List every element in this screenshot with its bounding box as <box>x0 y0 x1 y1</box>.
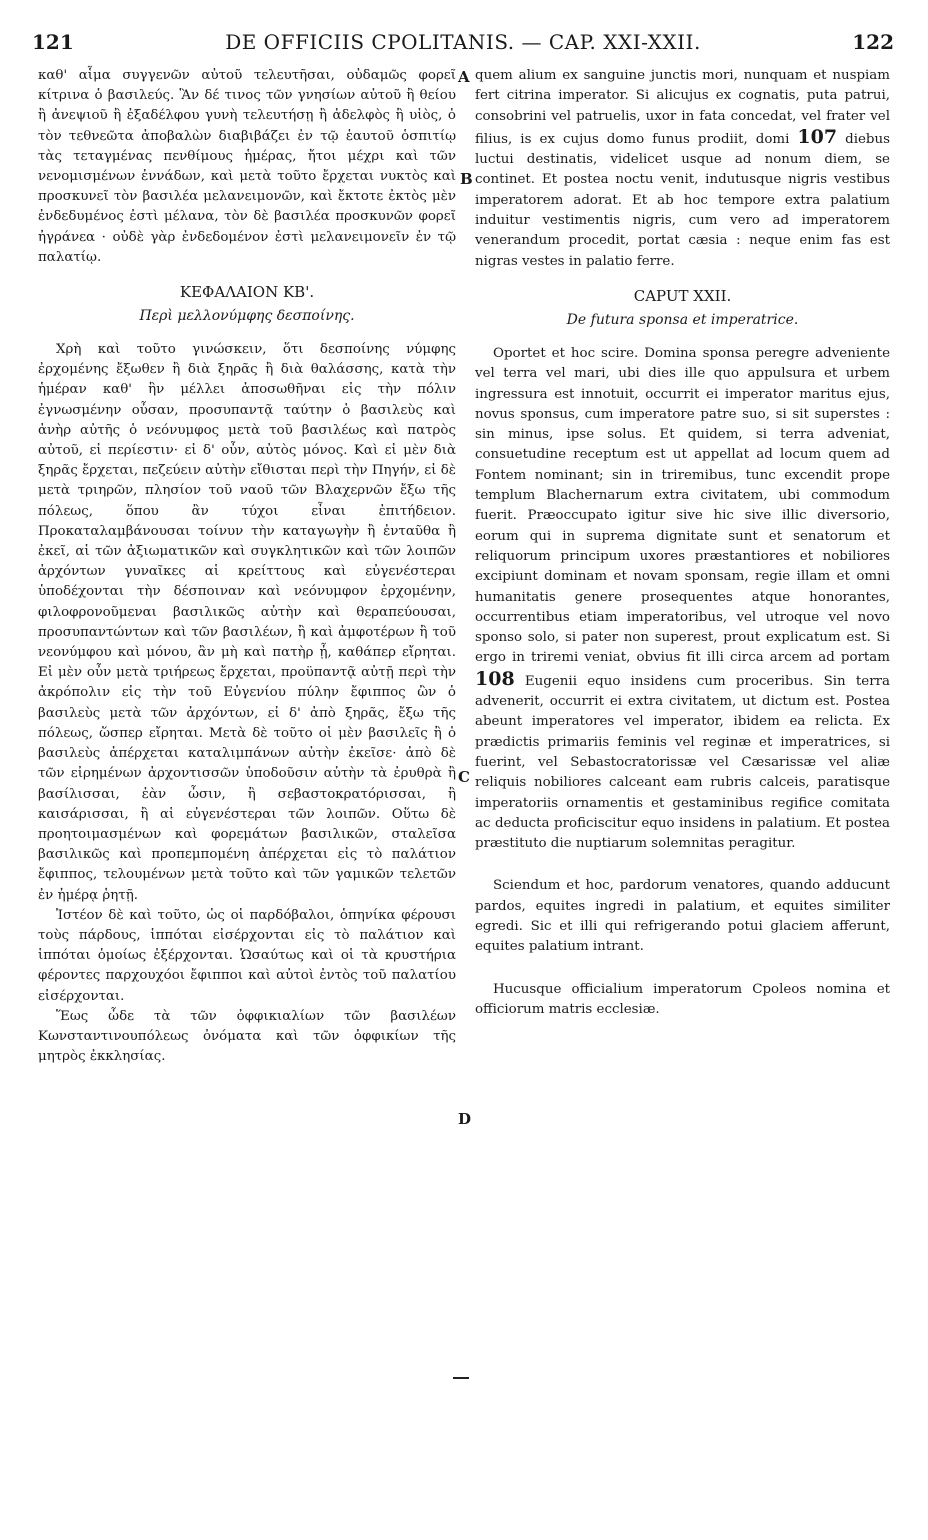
page-number-left: 121 <box>32 30 74 54</box>
latin-paragraph-1-part-a: quem alium ex sanguine junctis mori, nunquam et nuspiam fert citrina imperator. Si alicujus ex cognatis, puta patrui, consobrini vel patruelis, uxor in fata concedat, vel frater vel filius, is ex cujus domo funus prodiit, domi <box>475 68 890 147</box>
latin-paragraph-2 <box>475 344 890 854</box>
margin-letter-d: D <box>458 1110 472 1128</box>
latin-paragraph-2-part-a: Oportet et hoc scire. Domina sponsa peregre adveniente vel terra vel mari, ubi dies ille quo appulsura et urbem ingressura est innotuit, occurrit ei imperator maritus ejus, novus sponsus, cum imperatore patre suo, si sit superstes : sin minus, ipse solus. Et quidem, si terra adveniat, consuetudine receptum est ut appellat ad locum quem ad Fontem nominant; sin in triremibus, tunc excendit prope templum Blachernarum extra civitatem, ubi commodum fuerit. Præoccupato igitur sive hic sive illic diversorio, eorum qui in suprema dignitate sunt et senatorum et reliquorum principum uxores præstantiores et nobiliores excipiunt dominam et novam sponsam, regie illam et omni humanitatis genere prosequentes atque honorantes, occurrentibus etiam imperatoribus, vel utroque vel novo sponso solo, si pater non superest, prout explicatum est. Si ergo in triremi veniat, obvius fit illi circa arcem ad portam <box>475 345 890 666</box>
greek-column <box>38 66 456 1067</box>
end-dash <box>453 1377 469 1379</box>
latin-paragraph-3: Sciendum et hoc, pardorum venatores, quando adducunt pardos, equites ingredi in palatium, et equites similiter egredi. Sic et illi qui refrigerando potui glaciem afferunt, equites palatium intrant. <box>475 878 890 955</box>
greek-chapter-subtitle: Περὶ μελλονύμφης δεσποίνης. <box>139 308 355 325</box>
latin-paragraph-1-part-b: diebus luctui destinatis, videlicet usque ad nonum diem, se continet. Et postea noctu venit, indutusque nigris vestibus imperatorem adorat. Et ab hoc tempore extra palatium induitur vestimentis nigris, cum vero ad imperatorem venerandum procedit, portat cæsia : neque enim fas est nigras vestes in palatio ferre. <box>475 131 890 269</box>
running-title: DE OFFICIIS CPOLITANIS. — CAP. XXI-XXII. <box>225 30 701 54</box>
margin-letter-a: A <box>458 68 470 86</box>
page-number-right: 122 <box>852 30 894 54</box>
greek-chapter-title: ΚΕΦΑΛΑΙΟΝ ΚΒ'. <box>179 283 315 302</box>
greek-paragraph-2: Χρὴ καὶ τοῦτο γινώσκειν, ὅτι δεσποίνης νύμφης ἐρχομένης ἔξωθεν ἢ διὰ ξηρᾶς ἢ διὰ θαλάσσης, κατὰ τὴν ἡμέραν καθ' ἣν μέλλει ἀποσωθῆναι εἰς τὴν πόλιν ἐγνωσμένην οὖσαν, προσυπαντᾷ ταύτην ὁ βασιλεὺς καὶ ἀνὴρ αὐτῆς ὁ νεόνυμφος μετὰ τοῦ βασιλέως καὶ πατρὸς αὐτοῦ, εἰ περίεστιν· εἰ δ' οὖν, αὐτὸς μόνος. Καὶ εἰ μὲν διὰ ξηρᾶς ἔρχεται, πεζεύειν αὐτὴν εἴθισται περὶ τὴν Πηγήν, εἰ δὲ μετὰ τριηρῶν, πλησίον τοῦ ναοῦ τῶν Βλαχερνῶν ἔξω τῆς πόλεως, ὅπου ἂν τύχοι εἶναι ἐπιτήδειον. Προκαταλαμβάνουσαι τοίνυν τὴν καταγωγὴν ἢ ἐνταῦθα ἢ ἐκεῖ, αἱ τῶν ἀξιωματικῶν καὶ συγκλητικῶν καὶ τῶν λοιπῶν ἀρχόντων γυναῖκες αἱ κρείττους καὶ εὐγενέστεραι ὑποδέχονται τὴν δέσποιναν καὶ νεόνυμφον ἐρχομένην, φιλοφρονοῦμεναι βασιλικῶς αὐτὴν καὶ θεραπεύουσαι, προσυπαντώντων καὶ τῶν βασιλέων, ἢ καὶ ἀμφοτέρων ἢ τοῦ νεονύμφου καὶ μόνου, ἂν μὴ καὶ πατὴρ ᾖ, καθάπερ εἴρηται. Εἰ μὲν οὖν μετὰ τριήρεως ἔρχεται, προϋπαντᾷ αὐτῇ περὶ τὴν ἀκρόπολιν εἰς τὴν τοῦ Εὐγενίου πύλην ἔφιππος ὢν ὁ βασιλεὺς μετὰ τῶν ἀρχόντων, εἰ δ' ἀπὸ ξηρᾶς, ἔξω τῆς πόλεως, ὥσπερ εἴρηται. Μετὰ δὲ τοῦτο οἱ μὲν βασιλεῖς ἢ ὁ βασιλεὺς ἀπέρχεται καταλιμπάνων αὐτὴν ἐκεῖσε· ἀπὸ δὲ τῶν εἰρημένων ἀρχοντισσῶν ὑποδοῦσιν αὐτὴν τὰ ἐρυθρὰ ἢ βασίλισσαι, ἐὰν ὦσιν, ἢ σεβαστοκρατόρισσαι, ἢ καισάρισσαι, ἢ αἱ εὐγενέστεραι τῶν λοιπῶν. Οὕτω δὲ προητοιμασμένων καὶ φορεμάτων βασιλικῶν, σταλεῖσα βασιλικῶς καὶ προπεμπομένη ἀπέρχεται εἰς τὸ παλάτιον ἔφιππος, τελουμένων μετὰ τοῦτο καὶ τῶν γαμικῶν τελετῶν ἐν ἡμέρᾳ ῥητῇ. <box>38 342 456 903</box>
latin-paragraph-2-part-b: Eugenii equo insidens cum proceribus. Sin terra advenerit, occurrit ei extra civitatem, ut dictum est. Postea abeunt imperatores vel imperator, ibidem ea relicta. Ex prædictis primariis feminis vel reginæ et imperatrices, si fuerint, vel Sebastocratorissæ vel Cæsarissæ vel aliæ reliquis nobiliores calceant eam rubris calceis, paratisque imperatoriis ornamentis et gestaminibus regifice comitata ac deducta proficiscitur equo insidens in palatium. Et postea præstituto die nuptiarum solemnitas peragitur. <box>475 673 890 852</box>
greek-paragraph-1: καθ' αἷμα συγγενῶν αὐτοῦ τελευτῆσαι, οὐδαμῶς φορεῖ κίτρινα ὁ βασιλεύς. Ἂν δέ τινος τῶν γνησίων αὐτοῦ ἢ θείου ἢ ἀνεψιοῦ ἢ ἐξαδέλφου γυνὴ τελευτήσῃ ἢ ἀδελφὸς ἢ υἱὸς, ὁ τὸν τεθνεῶτα ἀποβαλὼν διαβιβάζει ἐν τῷ ἑαυτοῦ ὁσπιτίῳ τὰς τεταγμένας πενθίμους ἡμέρας, ἤτοι μέχρι καὶ τῶν νενομισμένων ἐννάδων, καὶ μετὰ τοῦτο ἔρχεται νυκτὸς καὶ προσκυνεῖ τὸν βασιλέα μελανειμονῶν, καὶ ἔκτοτε ἐκτὸς μὲν ἐνδεδυμένος ἐστὶ μέλανα, τὸν δὲ βασιλέα προσκυνῶν φορεῖ ἠγράνεα · οὐδὲ γὰρ ἐνδεδομένον ἐστὶ μελανειμονεῖν ἐν τῷ παλατίῳ. <box>38 68 456 265</box>
page-header <box>32 30 894 60</box>
latin-paragraph-1 <box>475 66 890 272</box>
greek-paragraph-3: Ἰστέον δὲ καὶ τοῦτο, ὡς οἱ παρδόβαλοι, ὁπηνίκα φέρουσι τοὺς πάρδους, ἱππόται εἰσέρχονται εἰς τὸ παλάτιον καὶ ἱππόται ὁμοίως ἐξέρχονται. Ὡσαύτως καὶ οἱ τὰ κρυστήρια φέροντες παρχουχόοι ἔφιπποι καὶ αὐτοὶ ἐντὸς τοῦ παλατίου εἰσέρχονται. <box>38 907 456 1004</box>
latin-column <box>475 66 890 1020</box>
latin-chapter-title: CAPUT XXII. <box>633 286 732 305</box>
margin-letter-c: C <box>458 768 470 786</box>
greek-paragraph-4: Ἕως ὧδε τὰ τῶν ὀφφικιαλίων τῶν βασιλέων Κωνσταντινουπόλεως ὀνόματα καὶ τῶν ὀφφικίων τῆς μητρὸς ἐκκλησίας. <box>38 1008 456 1065</box>
column-number-107: 107 <box>797 125 838 148</box>
margin-letter-b: B <box>460 170 473 188</box>
latin-paragraph-4: Hucusque officialium imperatorum Cpoleos nomina et officiorum matris ecclesiæ. <box>475 981 890 1017</box>
latin-chapter-subtitle: De futura sponsa et imperatrice. <box>566 311 799 328</box>
column-number-108: 108 <box>475 667 515 690</box>
